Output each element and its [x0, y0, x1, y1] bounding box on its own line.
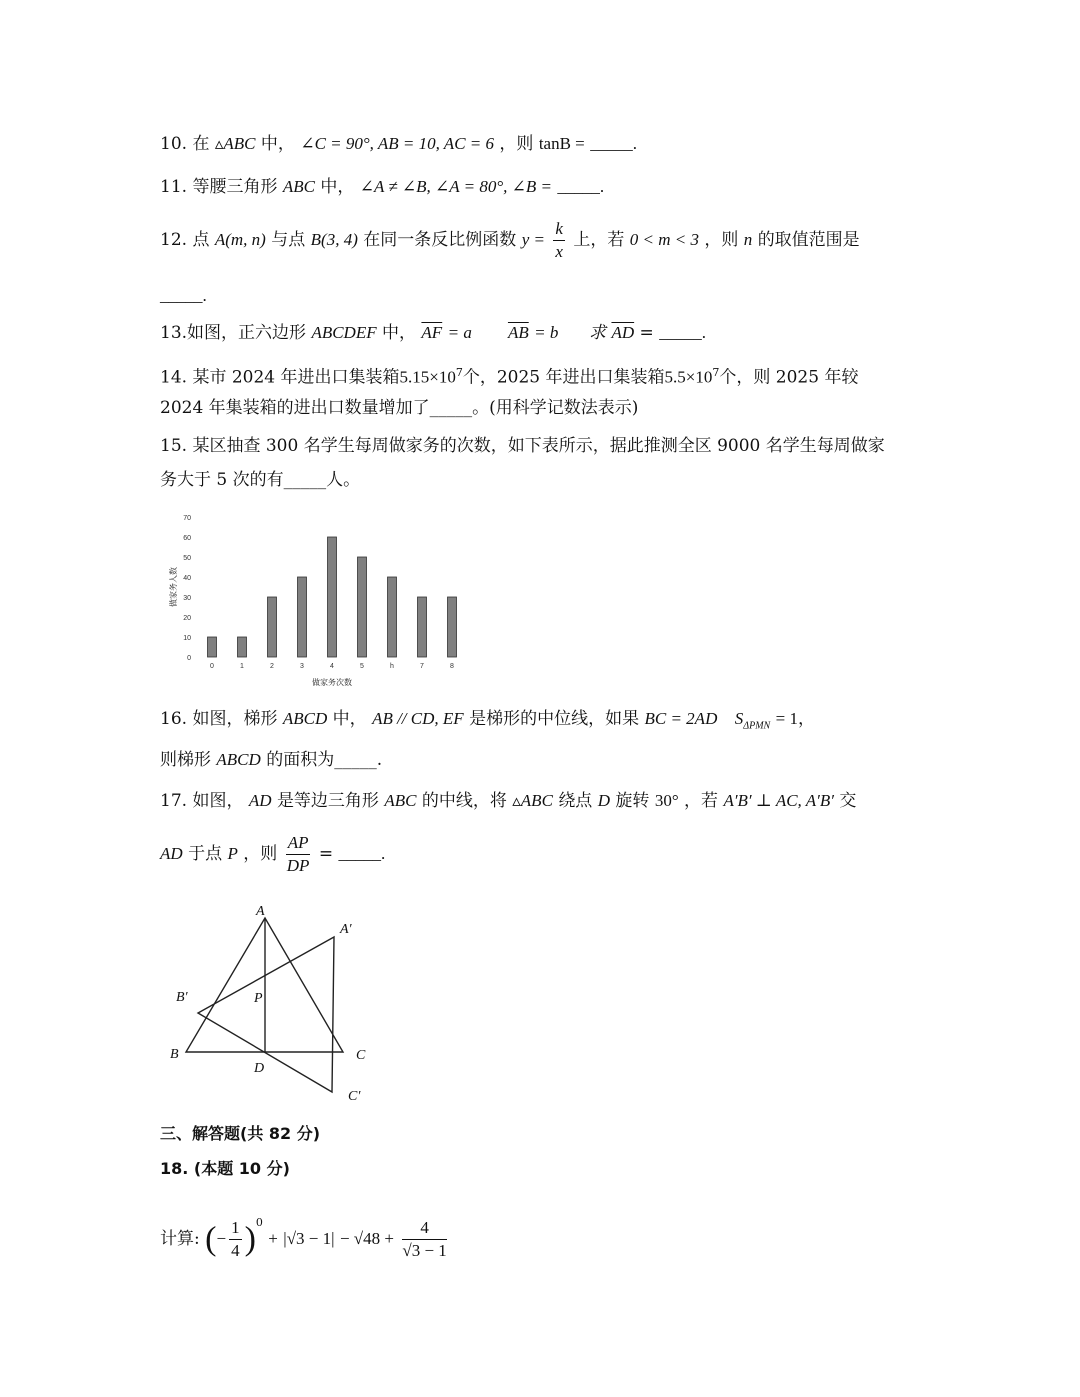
- y-tick-label: 0: [187, 655, 191, 662]
- section-heading: 三、解答题(共 82 分): [160, 1124, 321, 1143]
- fraction-k-over-x: $\frac{k}{x}$: [555, 219, 563, 261]
- question-17-line-2: AD 于点 P ，则 $\frac{AP}{DP}$ = _____.: [160, 833, 386, 875]
- question-16-line-2: 则梯形 ABCD 的面积为_____.: [160, 750, 383, 770]
- x-axis-label: 做家务次数: [312, 678, 352, 687]
- question-12: 12. 点 A(m, n) 与点 B(3, 4) 在同一条反比例函数 y = $\frac{k}{x}$ 上，若 0 < m < 3 ，则 n 的取值范围是: [160, 219, 860, 261]
- x-tick-label: 1: [240, 663, 244, 670]
- label-d: D: [254, 1061, 265, 1076]
- bar: [298, 577, 307, 657]
- bar: [448, 597, 457, 657]
- question-18-heading: 18. (本题 10 分): [160, 1159, 290, 1178]
- question-10: 10. 在 ▵ABC 中， ∠C = 90°, AB = 10, AC = 6 ，则 tanB = _____.: [160, 134, 637, 154]
- fraction-ap-over-dp: $\frac{AP}{DP}$: [286, 833, 310, 875]
- y-tick-label: 50: [183, 555, 191, 562]
- y-tick-label: 20: [183, 615, 191, 622]
- question-16-line-1: 16. 如图，梯形 ABCD 中， AB // CD, EF 是梯形的中位线，如果 BC = 2AD $S_{\Delta PMN} = 1$，: [160, 709, 815, 732]
- x-tick-label: 4: [330, 663, 334, 670]
- x-tick-label: 7: [420, 663, 424, 670]
- x-tick-label: 0: [210, 663, 214, 670]
- question-11: 11. 等腰三角形 ABC 中， ∠A ≠ ∠B, ∠A = 80°, ∠B = _____.: [160, 177, 605, 197]
- label-c: C: [356, 1048, 366, 1063]
- x-tick-label: 8: [450, 663, 454, 670]
- label-b-prime: B′: [176, 990, 188, 1005]
- x-tick-label: 2: [270, 663, 274, 670]
- question-14-line-2: 2024 年集装箱的进出口数量增加了_____。(用科学记数法表示): [160, 398, 639, 418]
- housework-bar-chart: [160, 505, 480, 695]
- question-13: 13.如图，正六边形 ABCDEF 中， $\overline{AF}$ = a⃗ ， $\overline{AB}$ = b⃗ ，求 $\overline{AD}$ = _____.: [160, 323, 706, 343]
- question-12-blank: _____.: [160, 286, 207, 305]
- question-15-line-1: 15. 某区抽查 300 名学生每周做家务的次数，如下表所示，据此推测全区 9000 名学生每周做家: [160, 436, 885, 456]
- x-tick-label: h: [390, 663, 394, 670]
- y-tick-label: 60: [183, 535, 191, 542]
- y-tick-label: 40: [183, 575, 191, 582]
- label-a: A: [256, 904, 265, 919]
- bar: [358, 557, 367, 657]
- bar: [208, 637, 217, 657]
- rotated-triangle-figure: [160, 898, 380, 1108]
- question-18-expression: 计算: (− $\frac{1}{4}$ )$^0$ + |√3 − 1| − √48 + $\frac{4}{√3 - 1}$: [160, 1216, 447, 1260]
- y-tick-label: 30: [183, 595, 191, 602]
- question-14-line-1: 14. 某市 2024 年进出口集装箱$5.15\times 10^7$个，2025 年进出口集装箱$5.5\times 10^7$个，则 2025 年较: [160, 366, 859, 388]
- question-17-line-1: 17. 如图， AD 是等边三角形 ABC 的中线，将 ▵ABC 绕点 D 旋转 30° ，若 A′B′ ⊥ AC, A′B′ 交: [160, 791, 857, 811]
- y-tick-label: 10: [183, 635, 191, 642]
- x-tick-label: 3: [300, 663, 304, 670]
- triangle-a1b1c1: [198, 937, 334, 1092]
- y-axis-label: 做家务人数: [169, 567, 178, 607]
- fraction-one-quarter: $\frac{1}{4}$: [231, 1218, 240, 1260]
- fraction-four-over-root3-minus-1: $\frac{4}{√3 - 1}$: [402, 1218, 447, 1260]
- bar: [268, 597, 277, 657]
- bar: [388, 577, 397, 657]
- label-p: P: [254, 991, 263, 1006]
- label-b: B: [170, 1047, 179, 1062]
- x-tick-label: 5: [360, 663, 364, 670]
- bar: [418, 597, 427, 657]
- y-tick-label: 70: [183, 515, 191, 522]
- label-c-prime: C′: [348, 1089, 361, 1104]
- bar: [328, 537, 337, 657]
- label-a-prime: A′: [340, 922, 352, 937]
- bar: [238, 637, 247, 657]
- question-15-line-2: 务大于 5 次的有_____人。: [160, 470, 361, 490]
